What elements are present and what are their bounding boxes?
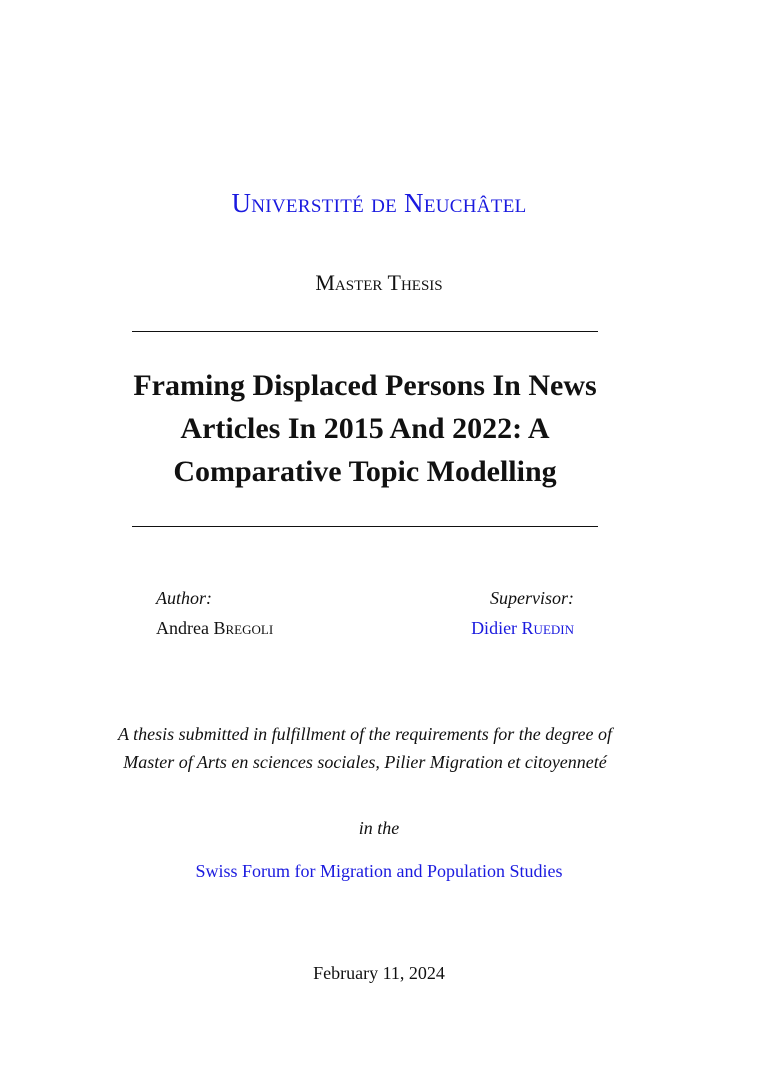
thesis-type: Master Thesis [315,270,443,295]
supervisor-label: Supervisor: [490,588,574,608]
degree-statement: A thesis submitted in fulfillment of the requirements for the degree of Master of Arts en sciences sociales, Pilier Migration et citoyenneté [117,724,613,772]
institute-link[interactable]: Swiss Forum for Migration and Population Studies [195,861,563,881]
author-last-name: Bregoli [213,618,274,638]
title-rule-top [132,331,598,332]
title-rule-bottom [132,526,598,527]
author-first-name: Andrea [156,618,209,638]
author-name [156,618,273,639]
university-name[interactable]: Universtité de Neuchâtel [231,188,527,218]
in-the-text: in the [358,818,400,838]
supervisor-first-name: Didier [471,618,518,638]
author-label: Author: [156,588,212,608]
supervisor-name-link[interactable] [471,618,574,639]
submission-date: February 11, 2024 [313,963,445,983]
supervisor-last-name: Ruedin [521,618,574,638]
thesis-title: Framing Displaced Persons In News Articles In 2015 And 2022: A Comparative Topic Modelling [133,369,597,488]
